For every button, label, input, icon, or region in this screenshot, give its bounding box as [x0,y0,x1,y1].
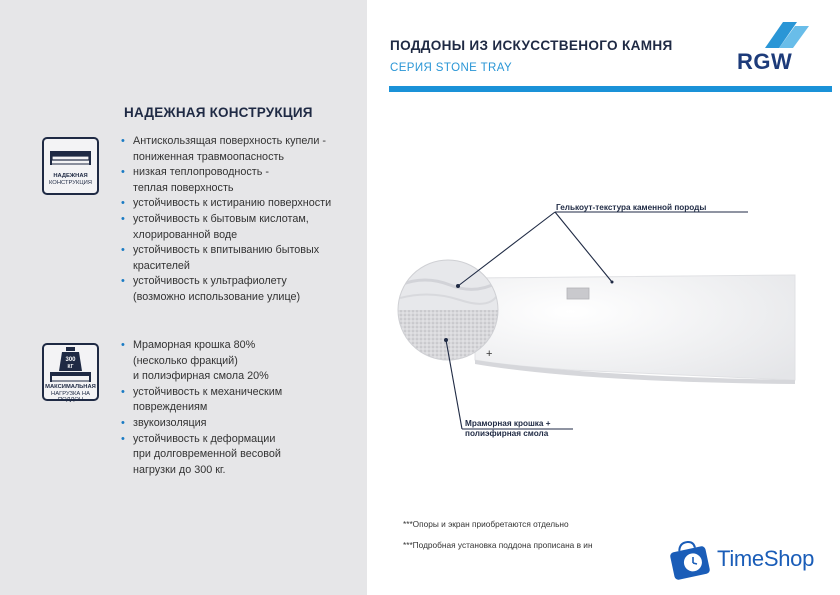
material-features-list [120,338,360,478]
section-title: НАДЕЖНАЯ КОНСТРУКЦИЯ [124,105,313,120]
icon2-caption-line2: НАГРУЗКА НА ПОДДОН [51,390,90,403]
page-subtitle: СЕРИЯ STONE TRAY [390,62,513,74]
list-item: • устойчивость к деформации при долговременной весовой нагрузки до 300 кг. [121,432,281,476]
list-item: • устойчивость к бытовым кислотам, хлорированной воде [121,212,309,241]
list-item: • устойчивость к истиранию поверхности [121,197,332,210]
callout-line-top [458,212,555,286]
list-item: • устойчивость к впитыванию бытовых красителей [121,244,320,272]
brand-logo: RGW [737,49,793,74]
weight-value: 300 [65,357,76,363]
icon1-caption-line2: КОНСТРУКЦИЯ [49,179,92,186]
watermark-text: TimeShop [717,546,815,571]
marble-label-line2: полиэфирная смола [465,429,549,438]
weight-unit: КГ [67,364,74,370]
drain-icon [567,288,589,299]
shower-tray-illustration [380,190,840,450]
plus-sign: + [486,348,493,360]
list-item: • Антискользящая поверхность купели - пониженная травмоопасность [121,135,326,163]
page-title: ПОДДОНЫ ИЗ ИСКУССТВЕНОГО КАМНЯ [390,38,673,53]
marble-label-line1: Мраморная крошка + [465,419,551,428]
gelcoat-label: Гелькоут-текстура каменной породы [556,203,707,212]
icon1-caption-line1: НАДЕЖНАЯ [53,173,88,179]
list-item: • Мраморная крошка 80% (несколько фракций) и полиэфирная смола 20% [121,339,269,383]
weight-load-icon [42,343,99,401]
marble-resin-label [465,419,551,439]
header-divider [389,86,832,92]
footnote-supports: ***Опоры и экран приобретаются отдельно [403,519,569,529]
construction-features-list [120,134,360,306]
list-item: • устойчивость к ультрафиолету (возможно использование улице) [121,275,301,303]
material-sample [398,260,498,360]
construction-icon [42,137,99,195]
tray-surface [475,275,795,380]
callout-line-top-drain [555,212,612,282]
icon2-caption-line1: МАКСИМАЛЬНАЯ [45,384,96,390]
list-item: • низкая теплопроводность - теплая поверхность [121,166,269,194]
list-item: • устойчивость к механическим повреждениям [121,385,283,414]
list-item: • звукоизоляция [121,416,207,429]
footnote-installation: ***Подробная установка поддона прописана в ин [403,540,593,550]
